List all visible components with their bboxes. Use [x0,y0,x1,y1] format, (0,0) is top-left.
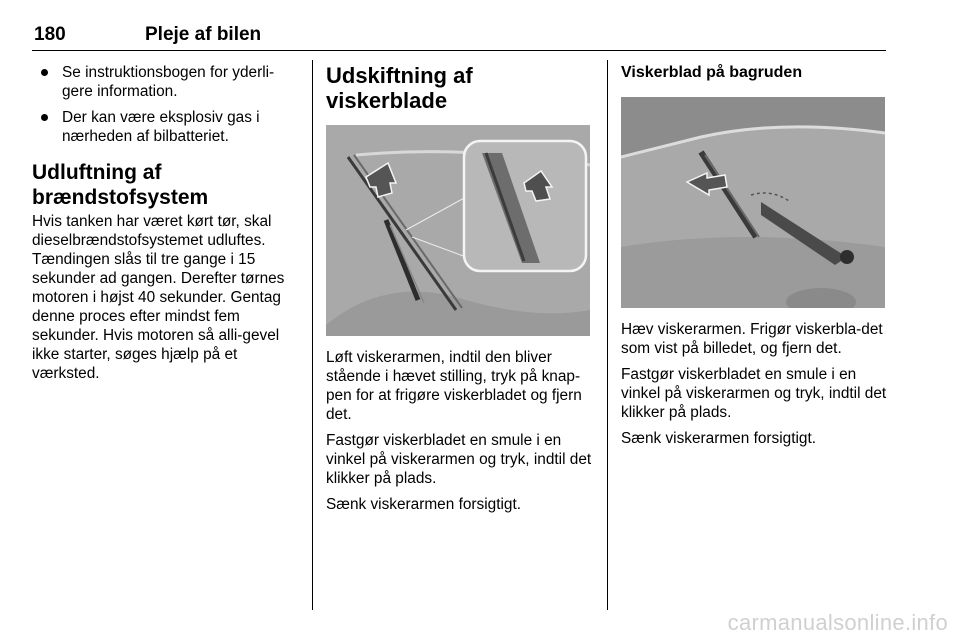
page-header [32,22,886,51]
paragraph-rear-step-2: Fastgør viskerbladet en smule i en vinkel på viskerarmen og tryk, indtil det klikker på plads. [621,366,887,421]
page-number: 180 [34,24,66,45]
windshield-wiper-graphic [326,125,590,336]
paragraph-fuel-system: Hvis tanken har været kørt tør, skal dieselbrændstofsystemet udluftes. Tændingen slås til tre gange i 15 sekunder ad gangen. Derefter tørnes motoren i højst 40 sekunder. Gentag denne proces efter mindst fem sekunder. Hvis motoren så alli-gevel ikke starter, søges hjælp på et værksted. [32,213,285,382]
column-divider-2 [607,60,608,610]
bullet-item: Se instruktionsbogen for yderli-gere information. [32,63,300,101]
paragraph-rear-step-1: Hæv viskerarmen. Frigør viskerbla-det som vist på billedet, og fjern det. [621,321,883,357]
column-2 [326,63,594,521]
watermark-text: carmanualsonline.info [727,610,948,635]
column-1 [32,63,300,390]
rear-wiper-graphic [621,97,885,308]
windshield-wiper-illustration [326,125,590,336]
bullet-list [32,63,300,146]
rear-wiper-illustration [621,97,885,308]
section-title: Pleje af bilen [145,24,262,45]
paragraph-rear-step-3: Sænk viskerarmen forsigtigt. [621,430,817,447]
heading-fuel-system-bleeding: Udluftning af brændstofsystem [32,161,209,209]
bullet-item: Der kan være eksplosiv gas i nærheden af bilbatteriet. [32,108,300,146]
heading-rear-wiper-blade: Viskerblad på bagruden [621,64,803,81]
heading-wiper-blade-replacement: Udskiftning af viskerblade [326,63,473,113]
paragraph-step-2: Fastgør viskerbladet en smule i en vinkel på viskerarmen og tryk, indtil det klikker på plads. [326,432,592,487]
column-3 [621,63,889,455]
paragraph-step-3: Sænk viskerarmen forsigtigt. [326,496,522,513]
paragraph-step-1: Løft viskerarmen, indtil den bliver stående i hævet stilling, tryk på knap-pen for at frigøre viskerbladet og fjern det. [326,349,582,423]
column-divider-1 [312,60,313,610]
